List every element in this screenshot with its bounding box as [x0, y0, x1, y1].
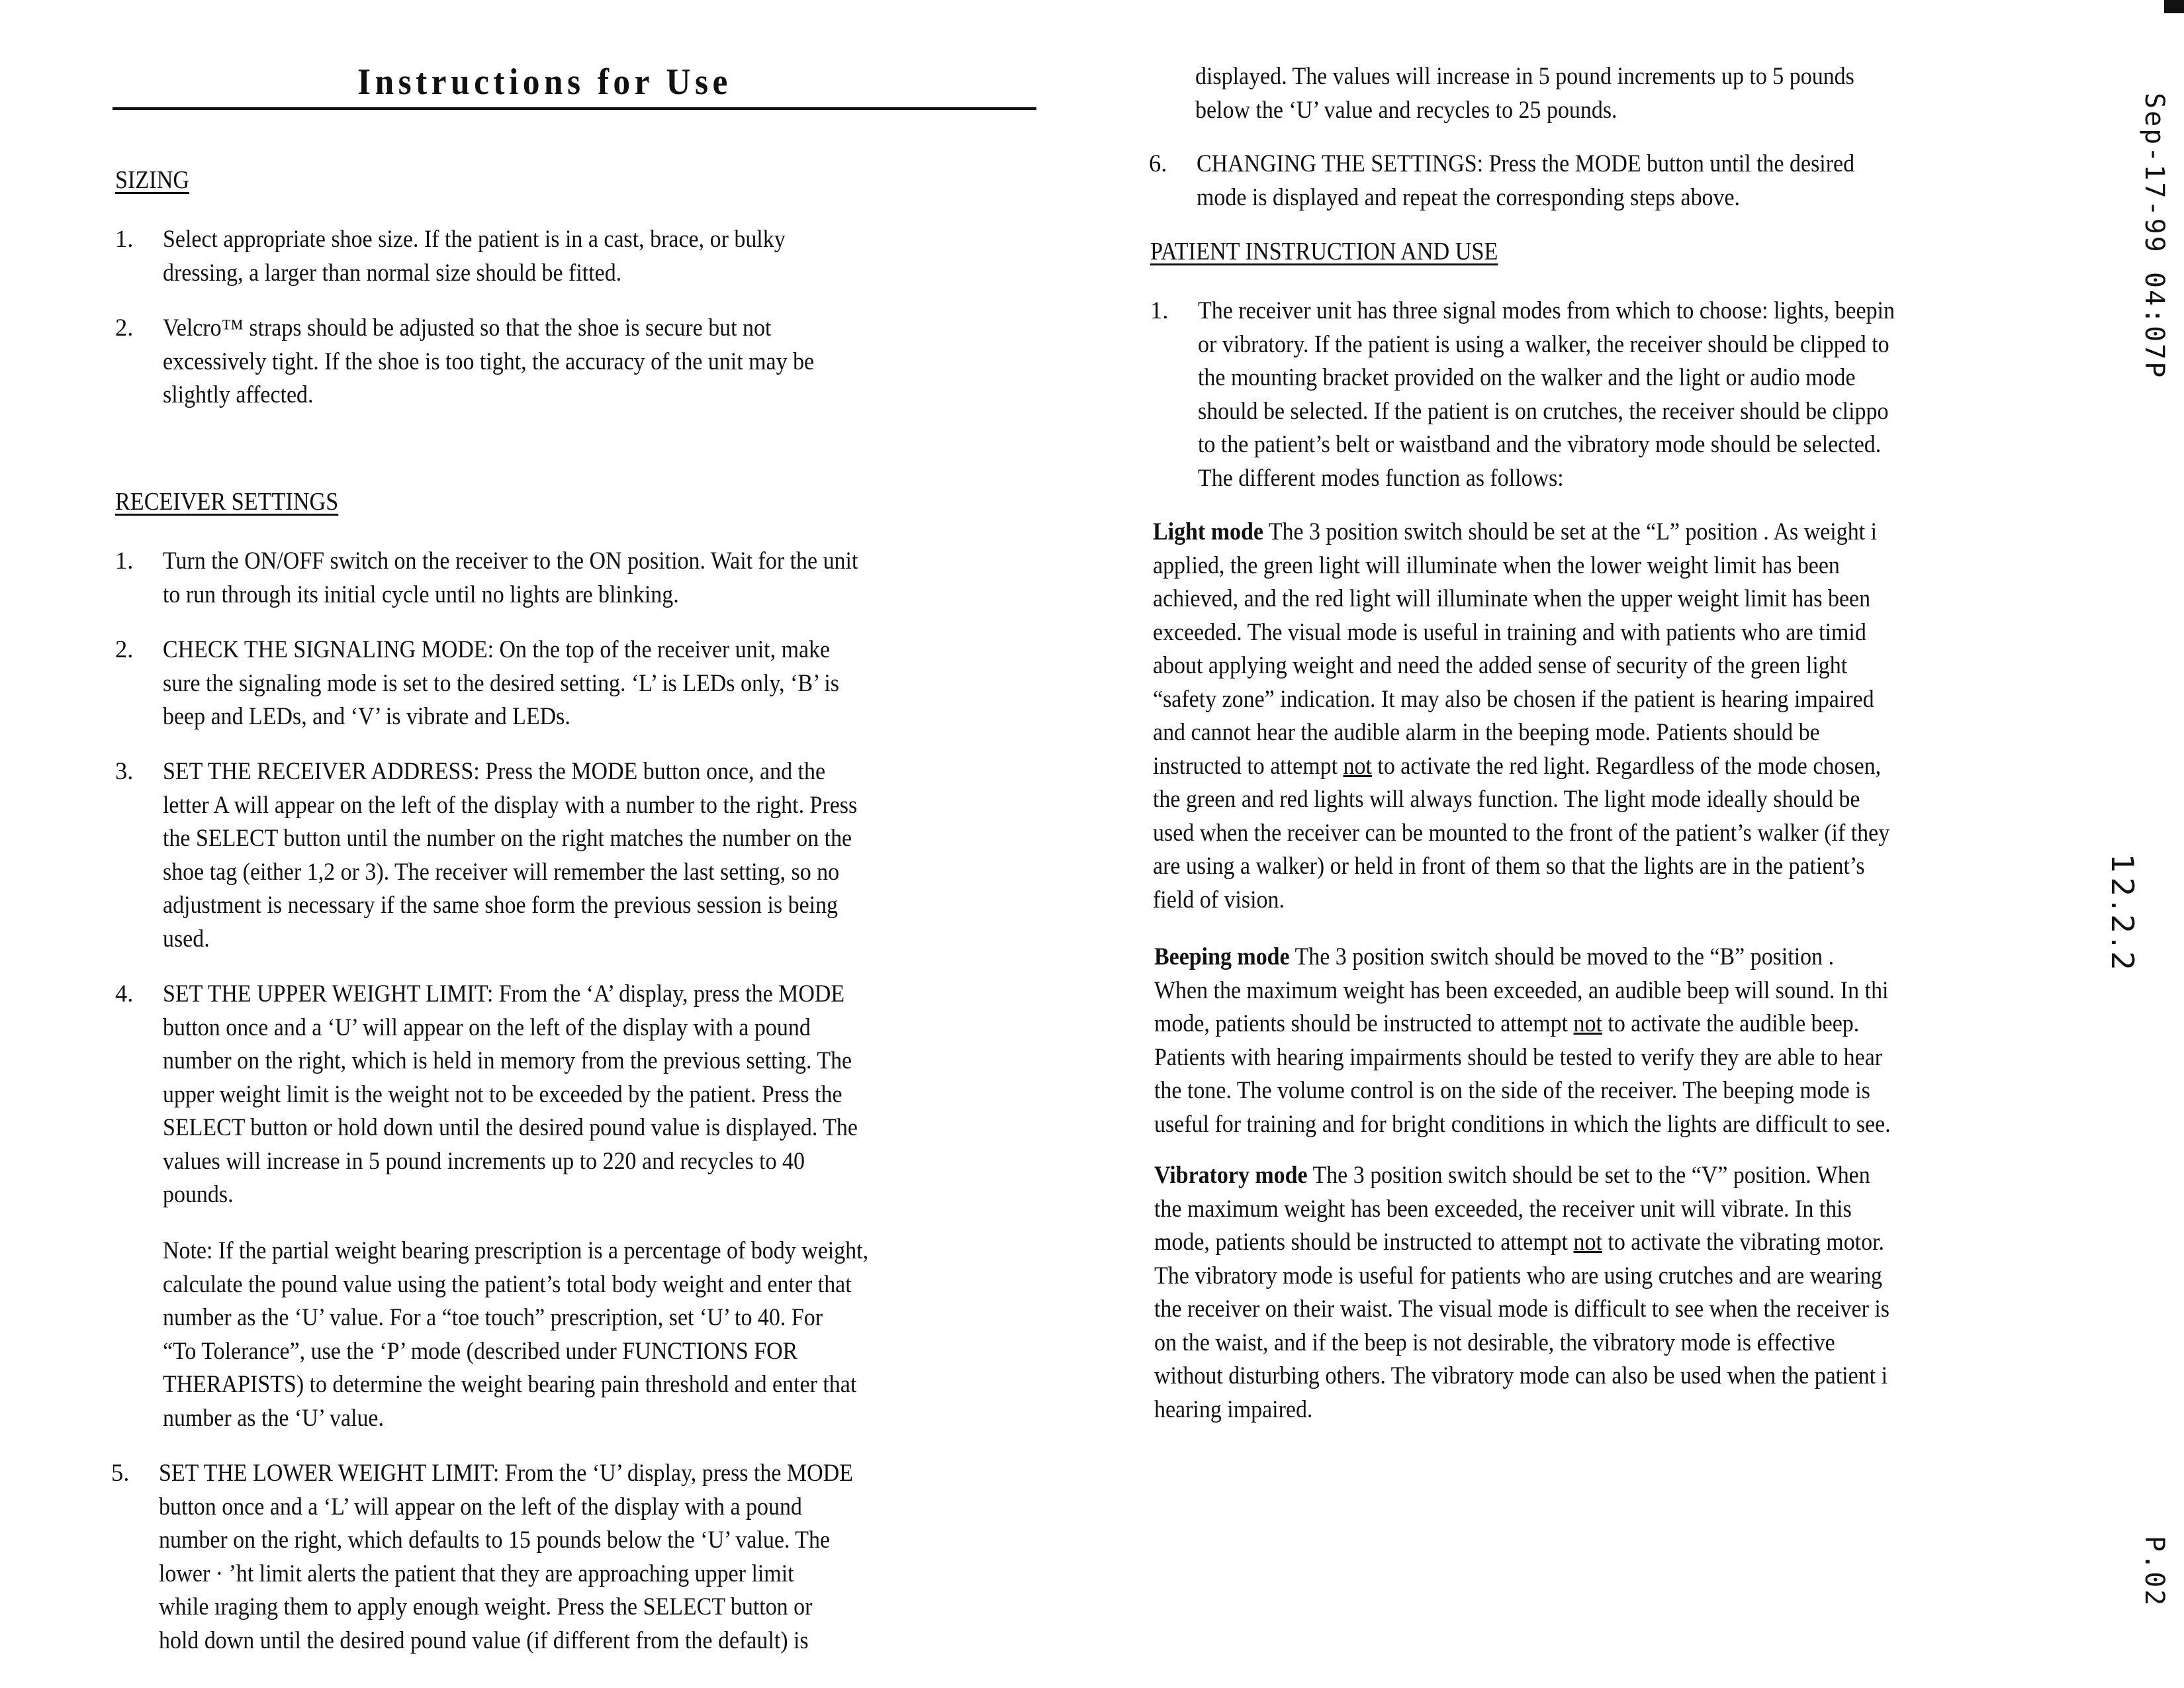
para-text: to activate the vibrating motor. — [1602, 1228, 1885, 1255]
para-line: and cannot hear the audible alarm in the beeping mode. Patients should be — [1153, 718, 1820, 745]
para-line: the tone. The volume control is on the side of the receiver. The beeping mode is — [1154, 1076, 1870, 1103]
note-line: number as the ‘U’ value. For a “toe touch” prescription, set ‘U’ to 40. For — [163, 1303, 823, 1331]
para-text: instructed to attempt — [1153, 751, 1343, 779]
para-text: mode, patients should be instructed to attempt — [1154, 1228, 1574, 1255]
vibratory-mode-paragraph — [1154, 1158, 1889, 1426]
item-line: upper weight limit is the weight not to be exceeded by the patient. Press the — [163, 1080, 842, 1107]
vibratory-mode-label: Vibratory mode — [1154, 1161, 1308, 1188]
item-line: SELECT button or hold down until the desired pound value is displayed. The — [163, 1113, 858, 1141]
title-rule — [113, 107, 1036, 110]
beeping-mode-label: Beeping mode — [1154, 943, 1290, 970]
sizing-item-1 — [115, 222, 1042, 295]
item-line: pounds. — [163, 1180, 234, 1207]
receiver-item-6 — [1149, 147, 2075, 220]
item-line: number on the right, which is held in memory from the previous setting. The — [163, 1047, 852, 1074]
section-heading-patient-instruction: PATIENT INSTRUCTION AND USE — [1150, 238, 1498, 265]
item-number: 5. — [111, 1459, 130, 1486]
item-5-continuation — [1195, 60, 1854, 126]
para-line: the receiver on their waist. The visual mode is difficult to see when the receiver is — [1154, 1295, 1890, 1322]
para-line: Patients with hearing impairments should be tested to verify they are able to hear — [1154, 1043, 1883, 1070]
emphasis-not: not — [1573, 1009, 1602, 1037]
receiver-item-5 — [111, 1456, 1051, 1668]
para-line: useful for training and for bright conditions in which the lights are difficult to see. — [1154, 1109, 1891, 1137]
item-line: Select appropriate shoe size. If the patient is in a cast, brace, or bulky — [163, 225, 786, 252]
note-line: number as the ‘U’ value. — [163, 1403, 384, 1431]
item-line: the SELECT button until the number on the right matches the number on the — [163, 824, 852, 851]
handwritten-note: 12.2.2 — [2105, 854, 2140, 975]
item-line: used. — [163, 924, 210, 952]
para-line: The 3 position switch should be moved to the “B” position . — [1289, 943, 1835, 970]
patient-item-1 — [1150, 294, 2090, 499]
para-line: are using a walker) or held in front of them so that the lights are in the patient’s — [1153, 852, 1865, 879]
continuation-line: below the ‘U’ value and recycles to 25 pounds. — [1195, 95, 1617, 123]
emphasis-not: not — [1573, 1228, 1602, 1255]
light-mode-paragraph — [1153, 515, 1889, 916]
item-line: beep and LEDs, and ‘V’ is vibrate and LEDs. — [163, 702, 570, 729]
item-number: 1. — [115, 225, 134, 252]
para-line: the green and red lights will always function. The light mode ideally should be — [1153, 785, 1860, 812]
item-line: number on the right, which defaults to 15 pounds below the ‘U’ value. The — [159, 1526, 831, 1553]
fax-page-number: P.02 — [2139, 1536, 2169, 1608]
beeping-mode-paragraph — [1154, 940, 1891, 1141]
para-text: to activate the audible beep. — [1602, 1009, 1860, 1037]
item-number: 2. — [115, 314, 134, 341]
item-line: button once and a ‘U’ will appear on the left of the display with a pound — [163, 1013, 811, 1041]
item-line: mode is displayed and repeat the corresponding steps above. — [1197, 183, 1741, 211]
para-line: about applying weight and need the added sense of security of the green light — [1153, 651, 1848, 679]
item-number: 2. — [115, 635, 134, 663]
item-line: the mounting bracket provided on the walker and the light or audio mode — [1198, 363, 1856, 391]
item-line: slightly affected. — [163, 381, 314, 408]
item-number: 1. — [115, 547, 134, 574]
receiver-item-4 — [115, 977, 1042, 1215]
continuation-line: displayed. The values will increase in 5 pound increments up to 5 pounds — [1195, 62, 1854, 89]
upper-limit-note — [163, 1234, 868, 1434]
item-line: sure the signaling mode is set to the desired setting. ‘L’ is LEDs only, ‘B’ is — [163, 669, 839, 696]
item-number: 3. — [115, 757, 134, 784]
receiver-item-3 — [115, 755, 1042, 960]
item-number: 6. — [1149, 150, 1167, 177]
fax-timestamp: Sep-17-99 04:07P — [2139, 93, 2169, 380]
note-line: calculate the pound value using the patient’s total body weight and enter that — [163, 1270, 852, 1297]
item-line: hold down until the desired pound value (if different from the default) is — [159, 1626, 809, 1654]
para-line: The 3 position switch should be set at the “L” position . As weight i — [1263, 518, 1878, 545]
item-line: button once and a ‘L’ will appear on the left of the display with a pound — [159, 1492, 802, 1520]
sizing-item-2 — [115, 311, 1042, 417]
para-line: achieved, and the red light will illuminate when the upper weight limit has been — [1153, 585, 1871, 612]
item-line: shoe tag (either 1,2 or 3). The receiver will remember the last setting, so no — [163, 857, 840, 885]
para-text: mode, patients should be instructed to attempt — [1154, 1009, 1574, 1037]
fax-edge-mark — [2164, 0, 2184, 13]
para-line: The vibratory mode is useful for patients who are using crutches and are wearing — [1154, 1261, 1883, 1289]
note-line: Note: If the partial weight bearing prescription is a percentage of body weight, — [163, 1237, 869, 1264]
item-line: CHECK THE SIGNALING MODE: On the top of the receiver unit, make — [163, 635, 831, 663]
item-line: SET THE RECEIVER ADDRESS: Press the MODE button once, and the — [163, 757, 826, 784]
item-line: CHANGING THE SETTINGS: Press the MODE button until the desired — [1197, 150, 1855, 177]
receiver-item-1 — [115, 544, 1042, 617]
item-number: 1. — [1150, 297, 1169, 324]
item-line: values will increase in 5 pound increments up to 220 and recycles to 40 — [163, 1147, 805, 1174]
item-line: dressing, a larger than normal size should be fitted. — [163, 258, 622, 286]
item-line: The different modes function as follows: — [1198, 463, 1564, 491]
item-line: The receiver unit has three signal modes from which to choose: lights, beepin — [1198, 297, 1895, 324]
page-title: Instructions for Use — [357, 62, 732, 103]
para-line: the maximum weight has been exceeded, the receiver unit will vibrate. In this — [1154, 1194, 1852, 1222]
para-line: without disturbing others. The vibratory mode can also be used when the patient i — [1154, 1362, 1888, 1389]
note-line: THERAPISTS) to determine the weight bearing pain threshold and enter that — [163, 1370, 857, 1397]
para-line: applied, the green light will illuminate when the lower weight limit has been — [1153, 551, 1840, 579]
para-line: hearing impaired. — [1154, 1395, 1313, 1423]
item-line: or vibratory. If the patient is using a walker, the receiver should be clipped to — [1198, 330, 1889, 357]
emphasis-not: not — [1343, 751, 1372, 779]
section-heading-sizing: SIZING — [115, 166, 190, 194]
para-line: “safety zone” indication. It may also be chosen if the patient is hearing impaired — [1153, 684, 1874, 712]
section-heading-receiver-settings: RECEIVER SETTINGS — [115, 488, 339, 516]
item-line: excessively tight. If the shoe is too tight, the accuracy of the unit may be — [163, 347, 815, 375]
para-line: on the waist, and if the beep is not desirable, the vibratory mode is effective — [1154, 1328, 1835, 1356]
item-line: to run through its initial cycle until no lights are blinking. — [163, 580, 679, 608]
para-line: When the maximum weight has been exceeded, an audible beep will sound. In thi — [1154, 976, 1889, 1004]
para-line: field of vision. — [1153, 885, 1285, 913]
item-line: should be selected. If the patient is on crutches, the receiver should be clippo — [1198, 397, 1889, 424]
item-line: letter A will appear on the left of the display with a number to the right. Press — [163, 790, 858, 818]
para-line: used when the receiver can be mounted to the front of the patient’s walker (if they — [1153, 818, 1890, 846]
item-line: Turn the ON/OFF switch on the receiver to the ON position. Wait for the unit — [163, 547, 858, 574]
item-line: SET THE UPPER WEIGHT LIMIT: From the ‘A’ display, press the MODE — [163, 980, 845, 1007]
light-mode-label: Light mode — [1153, 518, 1263, 545]
item-line: lower · ’ht limit alerts the patient that they are approaching upper limit — [159, 1559, 794, 1587]
para-line: exceeded. The visual mode is useful in training and with patients who are timid — [1153, 618, 1866, 645]
item-line: Velcro™ straps should be adjusted so that the shoe is secure but not — [163, 314, 772, 341]
para-line: The 3 position switch should be set to the “V” position. When — [1307, 1161, 1870, 1188]
para-text: to activate the red light. Regardless of the mode chosen, — [1371, 751, 1882, 779]
item-line: while ıraging them to apply enough weight. Press the SELECT button or — [159, 1593, 813, 1620]
item-line: to the patient’s belt or waistband and the vibratory mode should be selected. — [1198, 430, 1882, 457]
note-line: “To Tolerance”, use the ‘P’ mode (described under FUNCTIONS FOR — [163, 1336, 798, 1364]
item-number: 4. — [115, 980, 134, 1007]
item-line: adjustment is necessary if the same shoe form the previous session is being — [163, 891, 839, 918]
item-line: SET THE LOWER WEIGHT LIMIT: From the ‘U’ display, press the MODE — [159, 1459, 853, 1486]
receiver-item-2 — [115, 633, 1042, 739]
